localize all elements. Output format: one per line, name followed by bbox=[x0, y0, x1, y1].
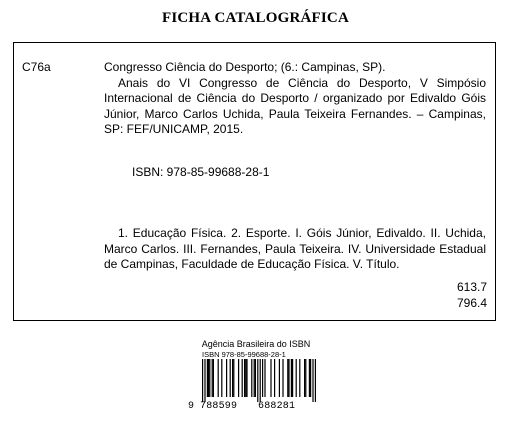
barcode-digit-left-group: 788599 bbox=[200, 401, 238, 412]
barcode-bar bbox=[230, 359, 231, 397]
catalog-entry bbox=[104, 60, 486, 273]
barcode-bar bbox=[232, 359, 233, 397]
barcode-bar bbox=[254, 359, 255, 397]
barcode-bar bbox=[226, 359, 227, 397]
entry-isbn: ISBN: 978-85-99688-28-1 bbox=[132, 164, 270, 179]
barcode-bar bbox=[282, 359, 283, 397]
classification-number: 796.4 bbox=[456, 295, 487, 310]
page-title: FICHA CATALOGRÁFICA bbox=[161, 10, 349, 26]
classification-numbers bbox=[457, 280, 487, 311]
barcode-bar bbox=[288, 359, 289, 397]
barcode-bar bbox=[279, 359, 280, 397]
barcode-agency: Agência Brasileira do ISBN bbox=[201, 339, 311, 349]
classification-number: 613.7 bbox=[456, 280, 487, 294]
barcode-bar bbox=[218, 359, 219, 397]
isbn-barcode-block bbox=[188, 339, 324, 412]
entry-description: Anais do VI Congresso de Ciência do Desporto, V Simpósio Internacional de Ciência do Desporto / organizado por Edivaldo Góis Júnior, Marco Carlos Uchida, Paula Teixeira Fernandes. – Campinas, SP: FEF/UNICAMP, 2015. bbox=[104, 75, 486, 136]
barcode-bar bbox=[287, 359, 288, 397]
barcode-bar bbox=[305, 359, 306, 397]
barcode-bar bbox=[242, 359, 243, 397]
barcode-bar bbox=[291, 359, 292, 397]
barcode-bar bbox=[264, 359, 265, 397]
barcode-bar bbox=[260, 359, 261, 402]
barcode-bar bbox=[202, 359, 203, 402]
barcode-bar bbox=[213, 359, 214, 397]
barcode-bar bbox=[262, 359, 263, 397]
barcode-bar bbox=[208, 359, 209, 397]
barcode-digit-right-group: 688281 bbox=[258, 401, 296, 412]
barcode-bar bbox=[257, 359, 258, 402]
barcode-bar bbox=[274, 359, 275, 397]
barcode-isbn: ISBN 978-85-99688-28-1 bbox=[202, 350, 286, 359]
barcode-bar bbox=[251, 359, 252, 397]
barcode-bar bbox=[207, 359, 208, 397]
barcode-bar bbox=[238, 359, 239, 397]
barcode-bar bbox=[255, 359, 256, 397]
barcode-bar bbox=[270, 359, 271, 397]
barcode-bar bbox=[315, 359, 316, 402]
call-number: C76a bbox=[22, 60, 51, 74]
barcode-bar bbox=[299, 359, 300, 397]
barcode-digits bbox=[188, 401, 324, 412]
entry-heading: Congresso Ciência do Desporto; (6.: Campinas, SP). bbox=[104, 60, 386, 74]
barcode-bar bbox=[312, 359, 313, 402]
barcode-bar bbox=[244, 359, 245, 397]
barcode-bar bbox=[245, 359, 246, 397]
barcode-bars bbox=[190, 359, 316, 403]
entry-subjects: 1. Educação Física. 2. Esporte. I. Góis Júnior, Edivaldo. II. Uchida, Marco Carlos. III. Fernandes, Paula Teixeira. IV. Universidade Estadual de Campinas, Faculdade de Educação Física. V. Título. bbox=[104, 226, 486, 271]
barcode-bar bbox=[204, 359, 205, 402]
barcode-bar bbox=[296, 359, 297, 397]
barcode-bar bbox=[304, 359, 305, 397]
barcode-bar bbox=[221, 359, 222, 397]
barcode-bar bbox=[233, 359, 234, 397]
barcode-bar bbox=[209, 359, 210, 397]
barcode-bar bbox=[292, 359, 293, 397]
barcode-bar bbox=[310, 359, 311, 397]
barcode-bar bbox=[246, 359, 247, 397]
barcode-bar bbox=[309, 359, 310, 397]
barcode-digit-first: 9 bbox=[188, 401, 195, 412]
catalog-card bbox=[13, 42, 496, 321]
barcode-bar bbox=[212, 359, 213, 397]
